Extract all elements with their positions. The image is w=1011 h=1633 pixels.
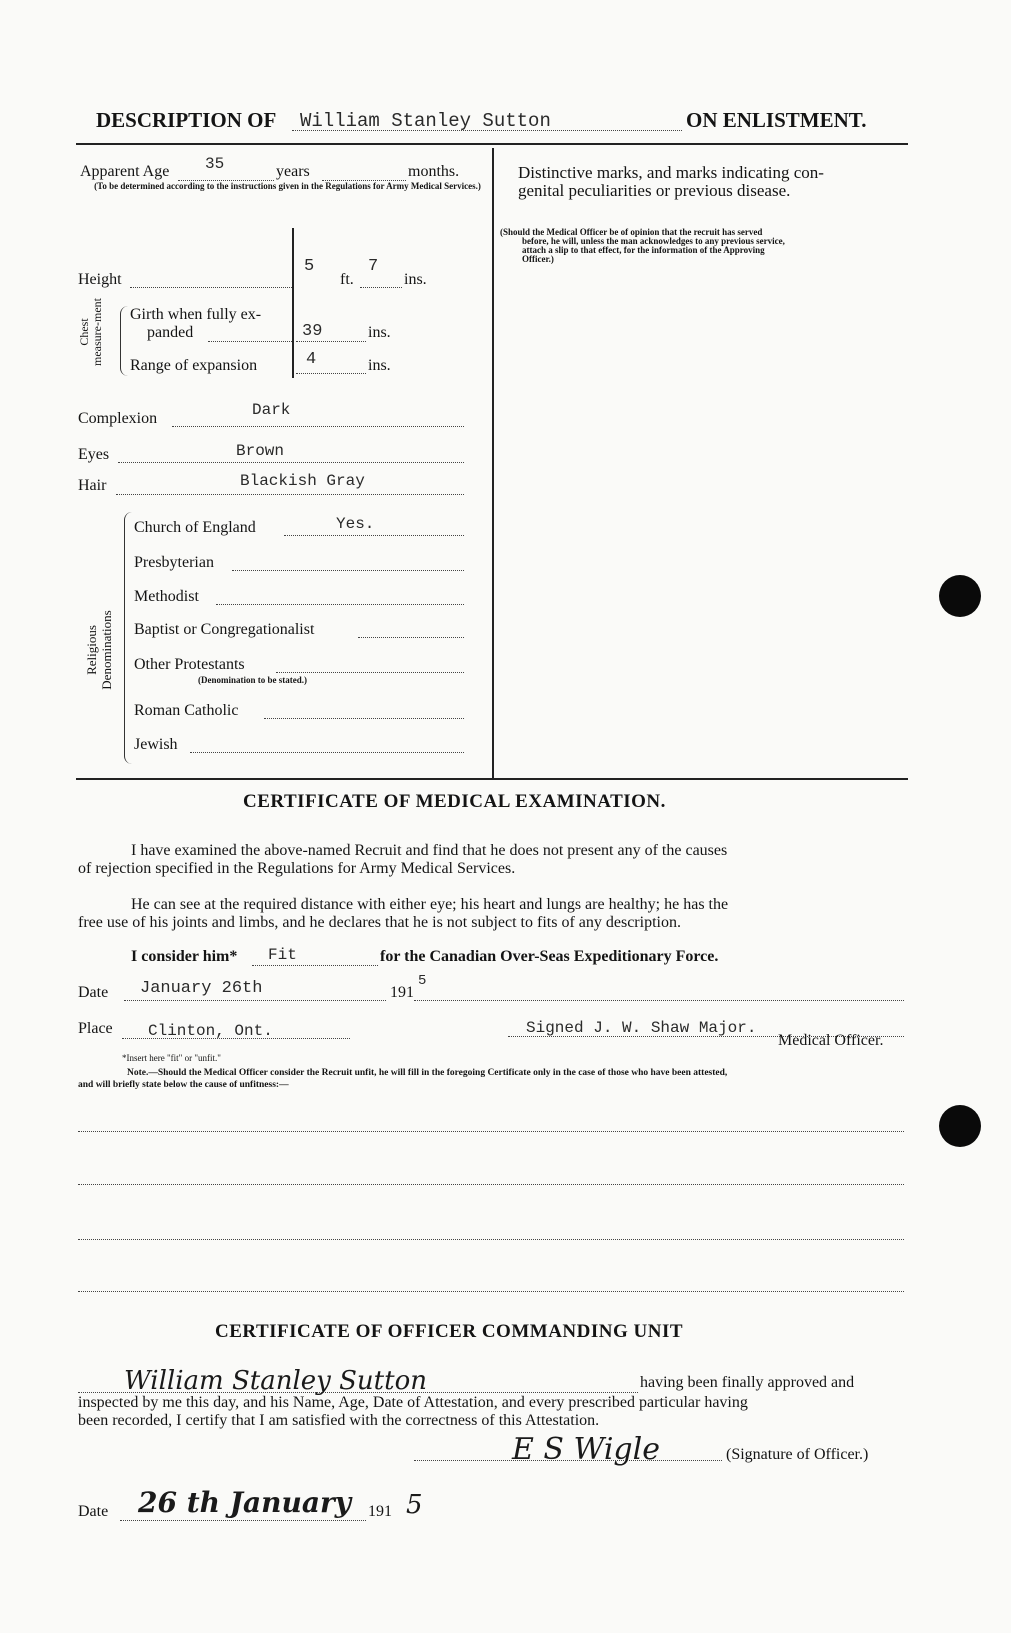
- consider-label: I consider him*: [131, 948, 238, 965]
- ft-label: ft.: [340, 271, 354, 288]
- commanding-line1-suffix: having been finally approved and: [640, 1374, 855, 1391]
- consider-value: Fit: [268, 946, 297, 964]
- religion-label-presbyterian: Presbyterian: [134, 554, 214, 571]
- insert-note: *Insert here "fit" or "unfit.": [122, 1053, 221, 1063]
- chest-brace: [120, 306, 129, 376]
- consider-suffix: for the Canadian Over-Seas Expeditionary Force.: [380, 948, 719, 965]
- height-ft-value: 5: [304, 257, 315, 276]
- religion-value-church-of-england: Yes.: [336, 515, 375, 533]
- medical-para2-line1: He can see at the required distance with either eye; his heart and lungs are healthy; he has the: [131, 896, 729, 913]
- religion-label-baptist: Baptist or Congregationalist: [134, 621, 315, 638]
- header-rule: [76, 143, 908, 145]
- religion-line-7: [190, 752, 464, 753]
- religion-label-roman-catholic: Roman Catholic: [134, 702, 239, 719]
- religion-label-other-protestants: Other Protestants: [134, 656, 245, 673]
- girth-ins-label: ins.: [368, 324, 391, 341]
- place-line: [122, 1038, 350, 1039]
- place-value: Clinton, Ont.: [148, 1022, 273, 1040]
- complexion-label: Complexion: [78, 410, 158, 427]
- months-label: months.: [408, 163, 460, 180]
- religion-line-4: [358, 637, 464, 638]
- commanding-line2: inspected by me this day, and his Name, Age, Date of Attestation, and every prescribed particular having: [78, 1394, 748, 1411]
- medical-para1-line1: I have examined the above-named Recruit and find that he does not present any of the causes: [131, 842, 728, 859]
- commanding-date-line: [120, 1520, 366, 1521]
- marks-note-line4: Officer.): [522, 254, 554, 264]
- marks-note-line1: (Should the Medical Officer be of opinion that the recruit has served: [500, 227, 763, 237]
- eyes-label: Eyes: [78, 446, 110, 463]
- commanding-date-value: 26 th January: [138, 1486, 352, 1519]
- medical-para2-line2: free use of his joints and limbs, and he declares that he is not subject to fits of any description.: [78, 914, 681, 931]
- religion-label-church-of-england: Church of England: [134, 519, 256, 536]
- range-ins-label: ins.: [368, 357, 391, 374]
- hair-label: Hair: [78, 477, 107, 494]
- height-line: [130, 287, 292, 288]
- unfitness-line-1: [78, 1131, 904, 1132]
- age-note: (To be determined according to the instructions given in the Regulations for Army Medical Services.): [94, 181, 481, 191]
- medical-note-line1: Note.—Should the Medical Officer consider the Recruit unfit, he will fill in the foregoing Certificate only in the case of those who have been attested,: [127, 1068, 728, 1078]
- girth-value: 39: [302, 322, 323, 341]
- medical-date-line: [124, 1000, 386, 1001]
- medical-year-prefix: 191: [390, 984, 414, 1001]
- column-divider: [492, 148, 494, 778]
- commanding-name-line: [78, 1392, 638, 1393]
- religion-line-1: [284, 535, 464, 536]
- medical-year-suffix: 5: [418, 973, 427, 989]
- medical-date-value: January 26th: [140, 979, 263, 998]
- unfitness-line-3: [78, 1239, 904, 1240]
- apparent-age-value: 35: [205, 155, 225, 173]
- medical-signed: Signed J. W. Shaw Major.: [526, 1019, 757, 1037]
- commanding-date-label: Date: [78, 1503, 109, 1520]
- marks-heading-line1: Distinctive marks, and marks indicating con-: [518, 163, 824, 182]
- girth-label-2: panded: [147, 324, 194, 341]
- section-rule-1: [76, 778, 908, 780]
- years-label: years: [276, 163, 310, 180]
- height-label: Height: [78, 271, 122, 288]
- marks-heading-line2: genital peculiarities or previous disease.: [518, 181, 791, 200]
- range-label: Range of expansion: [130, 357, 258, 374]
- commanding-year-prefix: 191: [368, 1503, 392, 1520]
- medical-year-line: [414, 1000, 904, 1001]
- girth-ins-line: [296, 341, 366, 342]
- unfitness-line-4: [78, 1291, 904, 1292]
- unfitness-line-2: [78, 1184, 904, 1185]
- girth-label-1: Girth when fully ex-: [130, 306, 262, 323]
- hair-value: Blackish Gray: [240, 472, 365, 490]
- religion-line-3: [216, 604, 464, 605]
- consider-line: [252, 965, 378, 966]
- medical-note-line2: and will briefly state below the cause of unfitness:—: [78, 1080, 289, 1090]
- commanding-line3: been recorded, I certify that I am satisfied with the correctness of this Attestation.: [78, 1412, 600, 1429]
- place-label: Place: [78, 1020, 113, 1037]
- header-prefix: DESCRIPTION OF: [96, 108, 277, 132]
- marks-note-line2: before, he will, unless the man acknowledges to any previous service,: [522, 236, 785, 246]
- binder-hole-bottom: [939, 1105, 981, 1147]
- marks-note-line3: attach a slip to that effect, for the information of the Approving: [522, 245, 765, 255]
- hair-line: [116, 494, 464, 495]
- range-value: 4: [306, 350, 317, 369]
- religion-line-6: [264, 718, 464, 719]
- religion-label-methodist: Methodist: [134, 588, 199, 605]
- header-name-line: [292, 130, 682, 131]
- complexion-line: [172, 426, 464, 427]
- eyes-line: [118, 462, 464, 463]
- officer-signature-label: (Signature of Officer.): [726, 1446, 869, 1463]
- religion-line-5: [276, 672, 464, 673]
- medical-date-label: Date: [78, 984, 109, 1001]
- apparent-age-label: Apparent Age: [80, 163, 170, 180]
- binder-hole-top: [939, 575, 981, 617]
- recruit-name: William Stanley Sutton: [300, 110, 551, 132]
- medical-title: CERTIFICATE OF MEDICAL EXAMINATION.: [243, 791, 666, 812]
- ins-label: ins.: [404, 271, 427, 288]
- eyes-value: Brown: [236, 442, 285, 460]
- height-in-value: 7: [368, 257, 379, 276]
- officer-signature-line: [414, 1460, 722, 1461]
- religion-line-2: [232, 570, 464, 571]
- range-line: [296, 373, 366, 374]
- ins-line: [360, 287, 402, 288]
- height-col-rule: [292, 228, 294, 378]
- girth-line: [208, 341, 292, 342]
- officer-signature: E S Wigle: [512, 1432, 660, 1467]
- commanding-title: CERTIFICATE OF OFFICER COMMANDING UNIT: [215, 1321, 684, 1342]
- complexion-value: Dark: [252, 401, 291, 419]
- commanding-year-suffix: 5: [406, 1490, 423, 1520]
- medical-officer-label: Medical Officer.: [778, 1032, 884, 1049]
- religion-label-jewish: Jewish: [134, 736, 178, 753]
- religion-side-label: Religious Denominations: [84, 610, 114, 690]
- medical-para1-line2: of rejection specified in the Regulations for Army Medical Services.: [78, 860, 516, 877]
- commanding-recruit-signature: William Stanley Sutton: [124, 1366, 427, 1396]
- chest-measurement-label: Chest measure-ment: [77, 298, 104, 366]
- header-suffix: ON ENLISTMENT.: [686, 108, 867, 132]
- other-protestants-note: (Denomination to be stated.): [198, 675, 307, 685]
